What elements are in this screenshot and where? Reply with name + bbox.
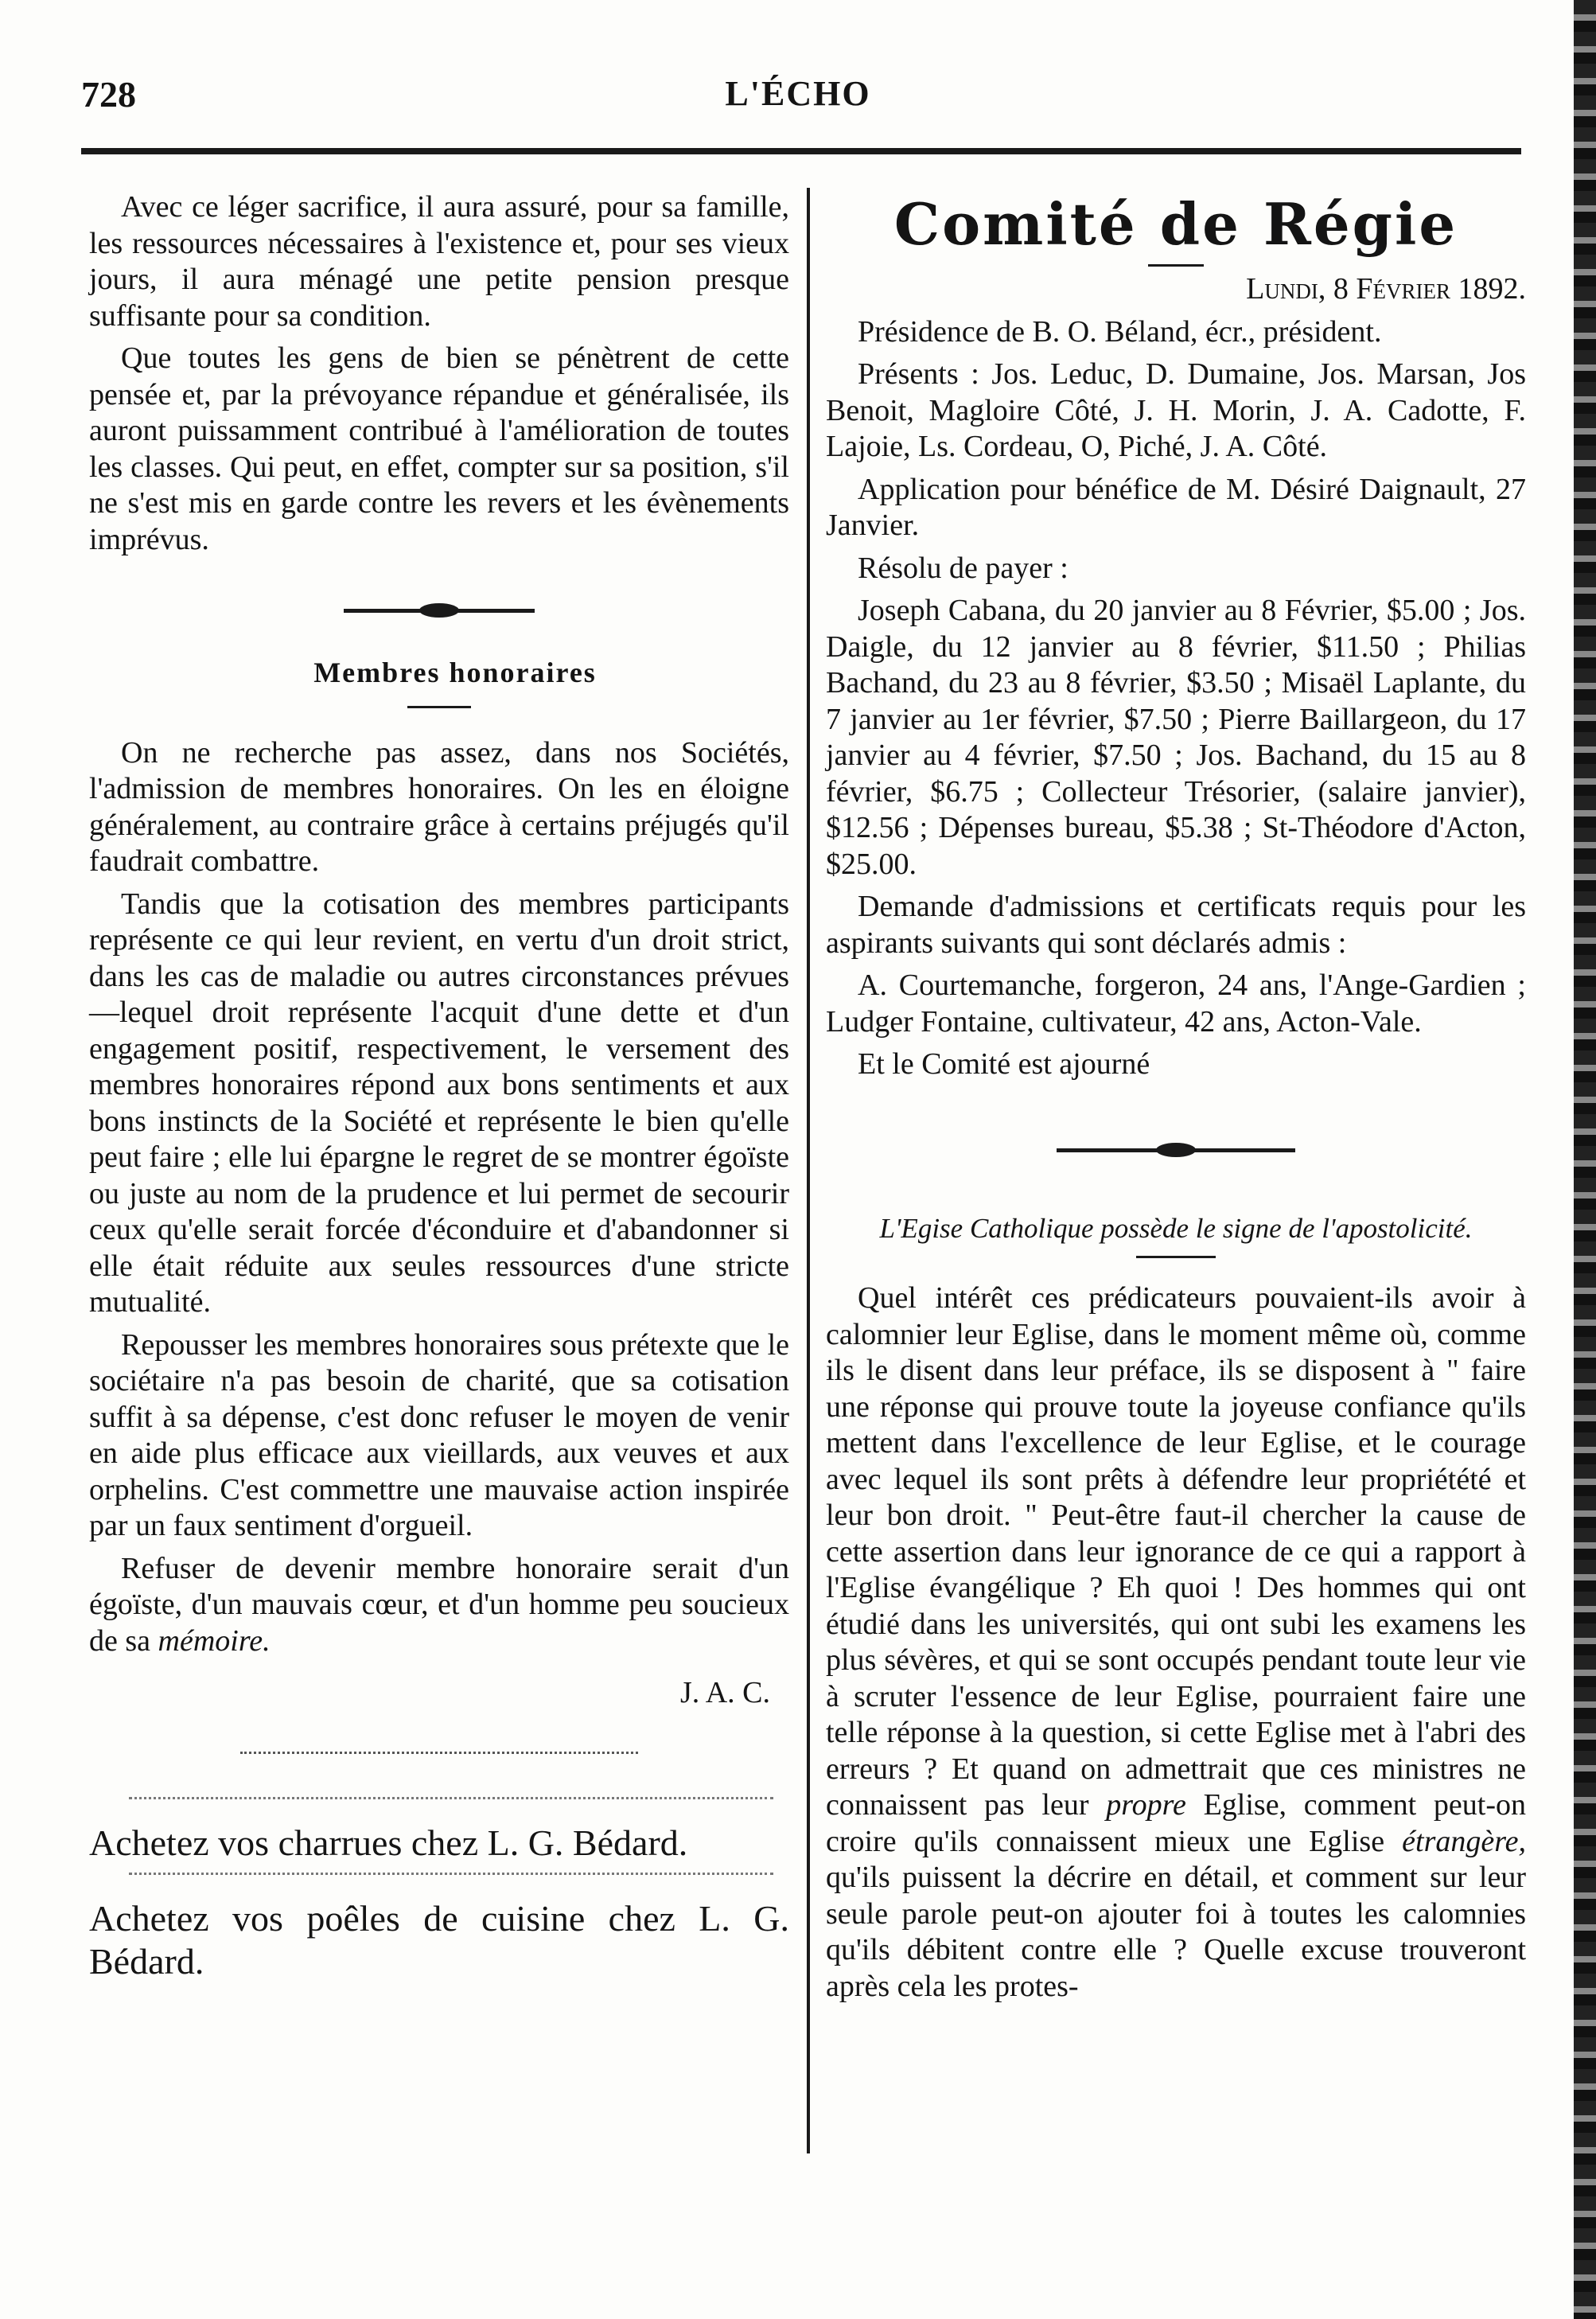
paragraph: Repousser les membres honoraires sous prétexte que le sociétaire n'a pas besoin de charité, que sa cotisation suffit à sa dépense, c'est donc refuser le moyen de venir en aide plus efficace aux vieillards, aux veuves et aux orphelins. C'est commettre une mauvaise action inspirée par un faux sentiment d'orgueil. bbox=[89, 1327, 789, 1542]
page-number: 728 bbox=[81, 74, 136, 115]
italic-word: propre bbox=[1106, 1788, 1186, 1822]
paragraph bbox=[89, 1551, 789, 1660]
paragraph: Avec ce léger sacrifice, il aura assuré, pour sa famille, les ressources nécessaires à l'existence et, pour ses vieux jours, il aura ménagé une petite pension presque suffisante pour sa condition. bbox=[89, 190, 789, 333]
paragraph: Application pour bénéfice de M. Désiré Daignault, 27 Janvier. bbox=[826, 472, 1526, 542]
italic-word: étrangère, bbox=[1402, 1824, 1526, 1858]
section-heading: Membres honoraires bbox=[313, 657, 597, 688]
paragraph: Et le Comité est ajourné bbox=[858, 1047, 1150, 1081]
paragraph: Demande d'admissions et certificats requis pour les aspirants suivants qui sont déclarés admis : bbox=[826, 890, 1526, 960]
paragraph: A. Courtemanche, forgeron, 24 ans, l'Ange-Gardien ; Ludger Fontaine, cultivateur, 42 ans, Acton-Vale. bbox=[826, 969, 1526, 1039]
left-column bbox=[89, 189, 789, 1983]
advertisement: Achetez vos poêles de cuisine chez L. G. Bédard. bbox=[89, 1897, 789, 1982]
paragraph bbox=[826, 1280, 1526, 2005]
paragraph: Joseph Cabana, du 20 janvier au 8 Février, $5.00 ; Jos. Daigle, du 12 janvier au 8 février, $11.50 ; Philias Bachand, du 23 au 8 février, $3.50 ; Misaël Laplante, du 7 janvier au 1er février, $7.50 ; Pierre Baillargeon, du 17 janvier au 4 février, $7.50 ; Jos. Bachand, du 15 au 8 février, $6.75 ; Collecteur Trésorier, (salaire janvier), $12.56 ; Dépenses bureau, $5.38 ; St-Théodore d'Acton, $25.00. bbox=[826, 594, 1526, 881]
paragraph-text: Refuser de devenir membre honoraire serait d'un égoïste, d'un mauvais cœur, et d'un homme peu soucieux de sa bbox=[89, 1551, 789, 1658]
ornament-divider bbox=[826, 1139, 1526, 1163]
title-rule bbox=[1148, 264, 1204, 267]
paragraph: On ne recherche pas assez, dans nos Sociétés, l'admission de membres honoraires. On les en éloigne généralement, au contraire grâce à certains préjugés qu'il faudrait combattre. bbox=[89, 735, 789, 878]
dotted-divider bbox=[240, 1752, 638, 1754]
paragraph: Tandis que la cotisation des membres participants représente ce qui leur revient, en vertu d'un droit strict, dans les cas de maladie ou autres circonstances prévues—lequel droit représente l'acquit d'une dette et d'un engagement positif, respectivement, le versement des membres honoraires répond aux bons sentiments et aux bons instincts de la Société et représente le bien qu'elle peut faire ; elle lui épargne le regret de se montrer égoïste ou juste au nom de la prudence et lui permet de secourir ceux qu'elle serait forcée d'éconduire et d'abandonner si elle était réduite aux seules ressources d'une stricte mutualité. bbox=[89, 887, 789, 1319]
paragraph: Présents : Jos. Leduc, D. Dumaine, Jos. Marsan, Jos Benoit, Magloire Côté, J. H. Morin, J. A. Cadotte, F. Lajoie, Ls. Cordeau, O, Piché, J. A. Côté. bbox=[826, 357, 1526, 463]
article-heading: L'Egise Catholique possède le signe de l'apostolicité. bbox=[879, 1212, 1473, 1244]
column-divider bbox=[807, 188, 810, 2153]
paragraph: Que toutes les gens de bien se pénètrent de cette pensée et, par la prévoyance répandue et généralisée, ils auront puissamment contribué à l'amélioration de toutes les classes. Qui peut, en effet, compter sur sa position, s'il ne s'est mis en garde contre les revers et les évènements imprévus. bbox=[89, 341, 789, 556]
meeting-date: Lundi, 8 Février 1892. bbox=[1246, 272, 1526, 306]
running-title: L'ÉCHO bbox=[725, 74, 871, 113]
article-text: Quel intérêt ces prédicateurs pouvaient-ils avoir à calomnier leur Eglise, dans le moment même où, comme ils le disent dans leur préface, ils se disposent à " faire une réponse qui prouve toute la joyeuse confiance qu'ils mettent dans l'excellence de leur Eglise, et le courage avec lequel ils sont prêts à défendre leur propriétété et leur bon droit. " Peut-être faut-il chercher la cause de cette assertion dans leur ignorance de ce qui a rapport à l'Eglise évangélique ? Eh quoi ! Des hommes qui ont étudié dans les universités, qui ont subi les examens les plus sévères, et qui se sont occupés pendant toute leur vie à scruter l'essence de leur Eglise, pourraient faire une telle réponse à la question, si cette Eglise met à l'abri des erreurs ? Et quand on admettrait que ces ministres ne connaissent pas leur bbox=[826, 1281, 1526, 1822]
advertisement: Achetez vos charrues chez L. G. Bédard. bbox=[89, 1822, 688, 1863]
paragraph: Résolu de payer : bbox=[858, 551, 1069, 585]
signature: J. A. C. bbox=[680, 1676, 770, 1709]
paragraph: Présidence de B. O. Béland, écr., président. bbox=[858, 314, 1382, 349]
italic-word: mémoire. bbox=[158, 1623, 271, 1658]
ornament-divider bbox=[89, 599, 789, 623]
heading-rule bbox=[407, 706, 471, 708]
page-edge-shadow bbox=[1574, 0, 1596, 2319]
article-text: qu'ils puissent la décrire en détail, et comment sur leur seule parole peut-on ajouter foi à toutes les calomnies qu'ils débitent contre elle ? Quelle excuse trouveront après cela les protes- bbox=[826, 1861, 1526, 2003]
faint-line bbox=[129, 1873, 773, 1886]
faint-line bbox=[129, 1797, 773, 1810]
article-text: Eglise, comment peut-on croire qu'ils connaissent mieux une Eglise bbox=[826, 1788, 1526, 1858]
right-column bbox=[826, 189, 1526, 2005]
section-title: Comité de Régie bbox=[893, 190, 1458, 258]
header-rule bbox=[81, 148, 1521, 154]
heading-rule bbox=[1136, 1256, 1216, 1258]
